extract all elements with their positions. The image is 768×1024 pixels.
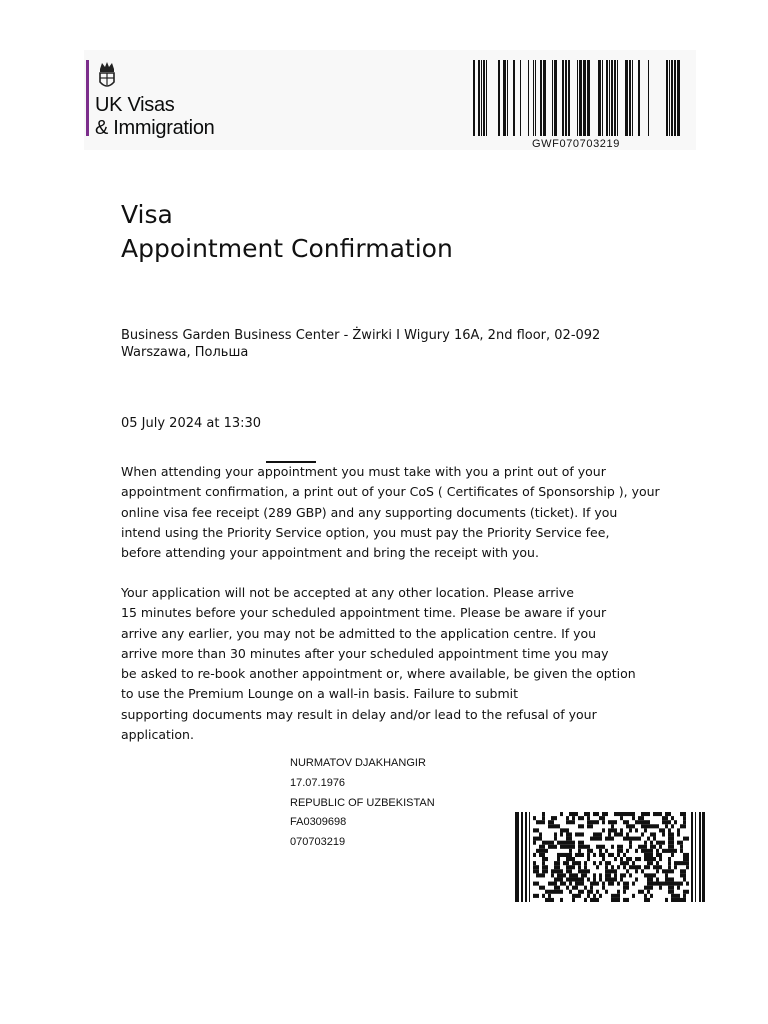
royal-crest-icon (96, 60, 118, 92)
paragraph-line: be asked to re-book another appointment or, where available, be given the option (121, 666, 636, 682)
applicant-dob: 17.07.1976 (290, 776, 346, 789)
instructions-paragraph-2 (121, 583, 661, 745)
applicant-passport: FA0309698 (290, 816, 347, 829)
brand-color-bar (86, 60, 89, 136)
applicant-name: NURMATOV DJAKHANGIR (290, 757, 426, 769)
page-subtitle: Appointment Confirmation (121, 234, 453, 263)
paragraph-line: Your application will not be accepted at any other location. Please arrive (121, 585, 574, 600)
page-title: Visa (121, 200, 173, 229)
appointment-address (121, 327, 661, 361)
applicant-details (290, 754, 435, 853)
paragraph-line: 15 minutes before your scheduled appointment time. Please be aware if your (121, 605, 607, 621)
paragraph-line: supporting documents may result in delay and/or lead to the refusal of your (121, 706, 597, 722)
reference-code: GWF070703219 (532, 138, 620, 150)
instructions-paragraph-1 (121, 462, 661, 563)
barcode-icon (472, 60, 680, 136)
paragraph-line: online visa fee receipt (289 GBP) and any supporting documents (ticket). If you (121, 504, 618, 520)
paragraph-line: arrive more than 30 minutes after your scheduled appointment time you may (121, 645, 609, 661)
paragraph-line: to use the Premium Lounge on a wall-in basis. Failure to submit (121, 686, 519, 702)
applicant-number: 070703219 (290, 836, 346, 849)
paragraph-line: intend using the Priority Service option, you must pay the Priority Service fee, (121, 524, 610, 540)
appointment-datetime: 05 July 2024 at 13:30 (121, 416, 262, 431)
brand-name-line2: & Immigration (95, 117, 215, 139)
paragraph-line: before attending your appointment and bring the receipt with you. (121, 545, 539, 561)
matrix-code-icon (515, 812, 705, 902)
paragraph-line: application. (121, 727, 194, 743)
paragraph-line: arrive any earlier, you may not be admitted to the application centre. If you (121, 625, 597, 641)
paragraph-line: appointment confirmation, a print out of your CoS ( Certificates of Sponsorship ), your (121, 484, 660, 500)
brand-name-line1: UK Visas (95, 94, 175, 116)
applicant-nationality: REPUBLIC OF UZBEKISTAN (290, 796, 435, 809)
address-line2: Warszawa, Польша (121, 345, 249, 360)
address-line1: Business Garden Business Center - Żwirki I Wigury 16A, 2nd floor, 02-092 (121, 328, 601, 343)
paragraph-line: When attending your appointment you must take with you a print out of your (121, 464, 606, 479)
